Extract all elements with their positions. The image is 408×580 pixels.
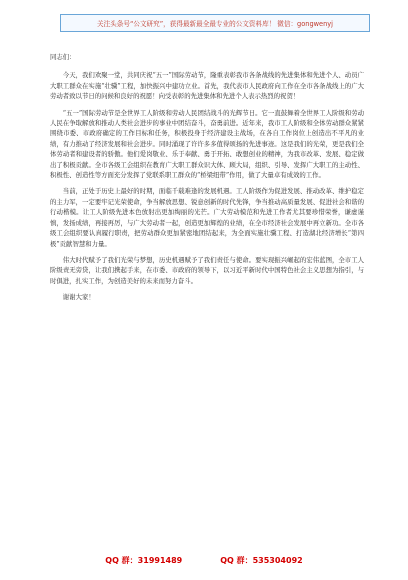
closing-line: 谢谢大家！ [62,293,95,302]
paragraph-3: 当前，正处于历史上最好的时期，面临千载难逢的发展机遇。工人阶级作为促进发展、推动改革、维护稳定的主力军，一定要牢记光荣使命，争当解放思想、锐意创新的时代先锋，争当推动高质量发展、促进社会和谐的行动楷模。让工人阶级先进本色放射出更加绚丽的光芒。广大劳动模范和先进工作者尤其要珍惜荣誉，谦虚谨慎，发扬成绩，再接再厉，与广大劳动者一起，创造更加辉煌的业绩，在全市经济社会发展中再立新功。全市各级工会组织要认真履行职责，把劳动群众更加紧密地团结起来，为全面实施壮骥工程、打造湖北经济增长“第四极”贡献智慧和力量。 [50,187,364,248]
salutation: 同志们： [50,53,76,61]
footer-qq-group-2: QQ 群：535304092 [220,556,303,565]
speech-body [50,52,364,309]
footer-contacts [0,555,408,569]
paragraph-2: “五一”国际劳动节是全世界工人阶级和劳动人民团结战斗的光辉节日。它一直鼓舞着全世界工人阶级和劳动人民在争取解放和推动人类社会进步的事业中团结奋斗，奋勇前进。近年来，我市工人阶级和全体劳动群众紧紧围绕市委、市政府确定的工作目标和任务，积极投身于经济建设主战场，在各自工作岗位上创造出不平凡的业绩，有力推动了经济发展和社会进步。同时涌现了许许多多值得颂扬的先进事迹。这是我们的光荣，更是我们全体劳动者和建设者的骄傲。他们爱岗敬业、乐于奉献、勇于开拓、敢想创业的精神，为我市改革、发展、稳定做出了积极贡献。全市各级工会组织在教育广大职工群众识大体、顾大局，组织、引导、发挥广大职工的主动性、积极性、创造性等方面充分发挥了党联系职工群众的“桥梁纽带”作用，做了大量卓有成效的工作。 [50,108,364,180]
paragraph-4: 伟大时代赋予了我们光荣与梦想，历史机遇赋予了我们责任与使命。要实现振兴崛起的宏伟蓝图，全市工人阶级责无旁贷，让我们携起手来，在市委、市政府的领导下，以习近平新时代中国特色社会主义思想为指引，与时俱进，扎实工作，为创造美好的未来而努力奋斗。 [50,255,364,285]
promo-banner [60,14,370,32]
promo-banner-wechat: 微信：gongwenyj [277,20,333,28]
footer-qq-group-1: QQ 群：31991489 [105,556,183,565]
paragraph-1: 今天，我们欢聚一堂，共同庆祝“五一”国际劳动节，隆重表彰我市各条战线的先进集体和先进个人、动员广大职工群众在实施“壮骥”工程，加快振兴中建功立业。首先，我代表市人民政府向工作在全市各条战线上的广大劳动者致以节日的问候和良好的祝愿！向受表彰的先进集体和先进个人表示热烈的祝贺！ [50,71,364,101]
promo-banner-text: 关注头条号“公文研究”，获得最新最全最专业的公文资料库！ [96,20,276,28]
